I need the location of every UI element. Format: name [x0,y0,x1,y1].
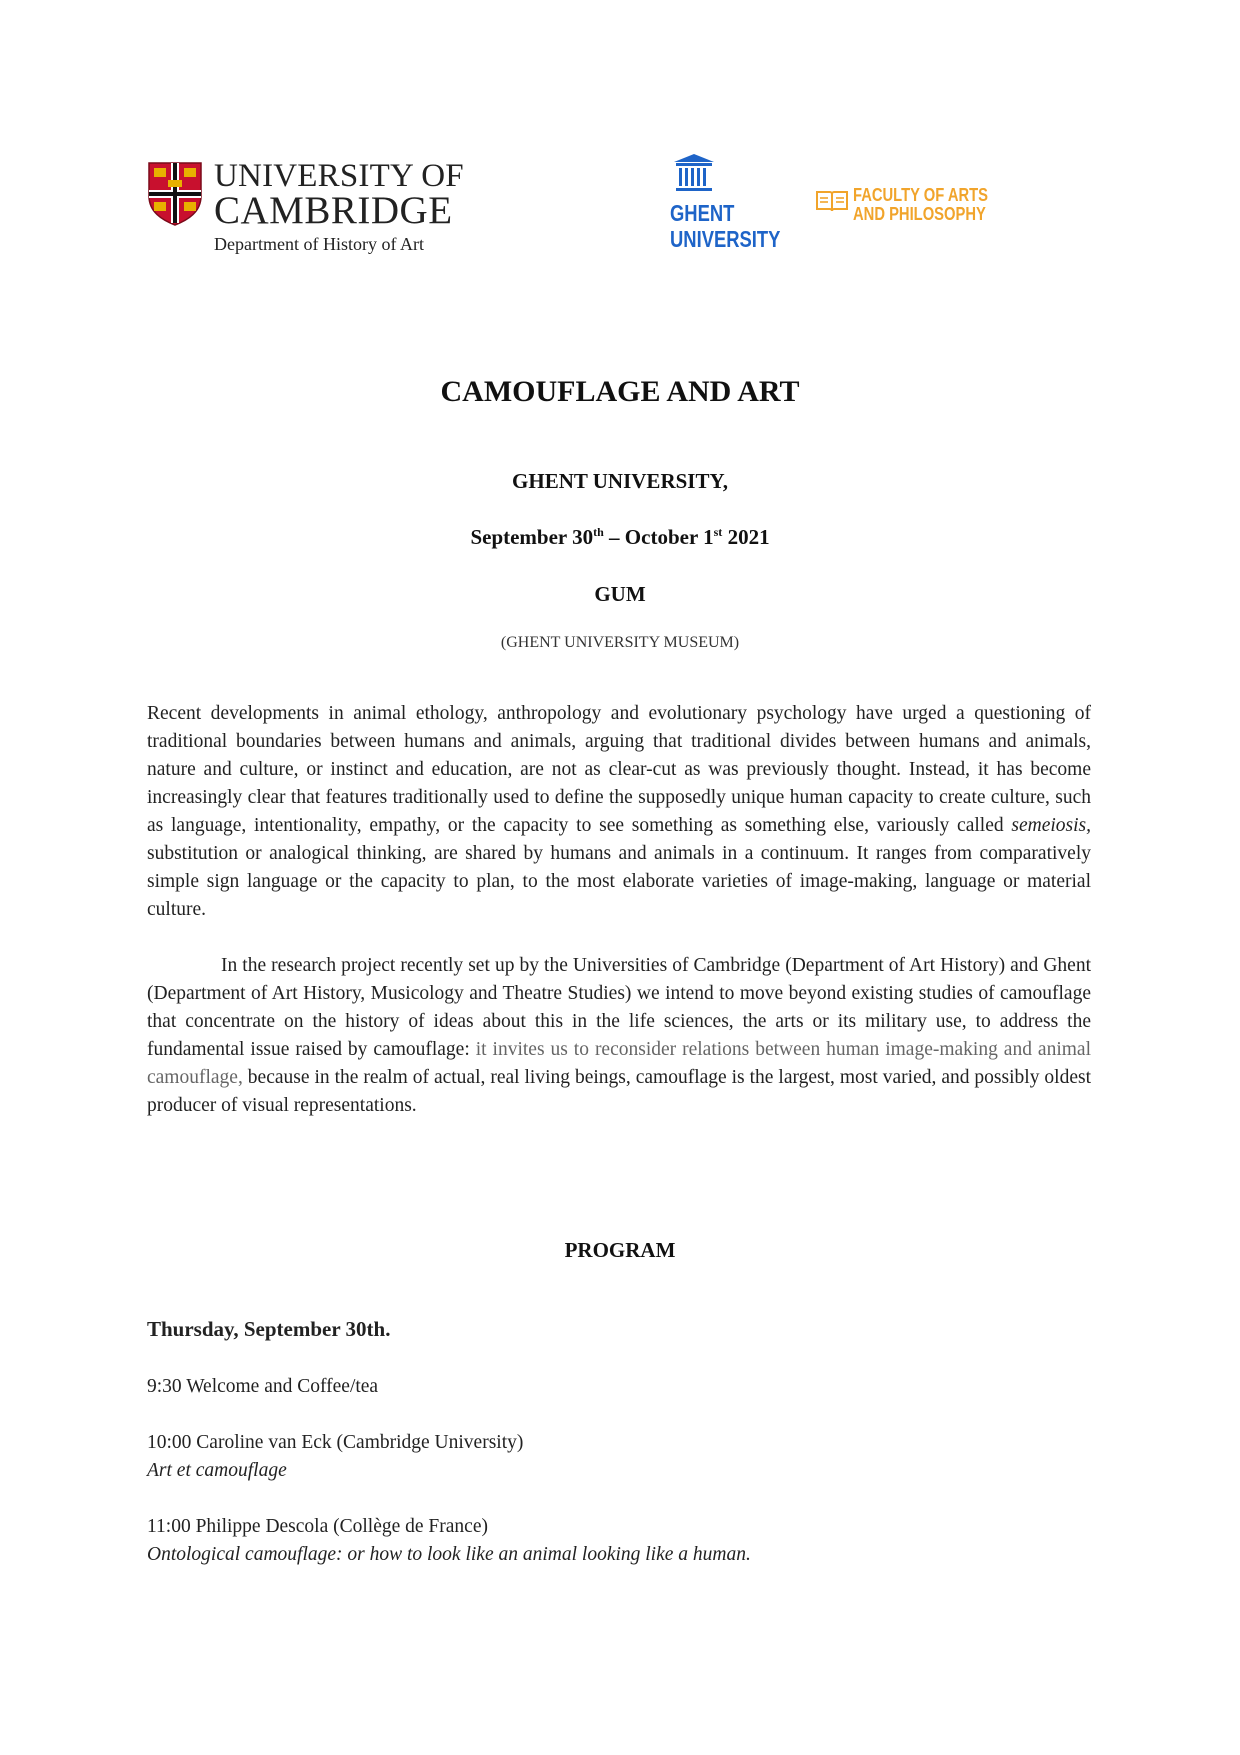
para1-text-a: Recent developments in animal ethology, anthropology and evolutionary psychology have urged a questioning of traditional boundaries between humans and animals, arguing that traditional divides between humans and animals, nature and culture, or instinct and education, are not as clear-cut as was previously thought. Instead, it has become increasingly clear that features traditionally used to define the supposedly unique human capacity to create culture, such as language, intentionality, empathy, or the capacity to see something as something else, variously called [147,703,1091,836]
event-dates [0,524,1240,550]
faculty-name-line1: FACULTY OF ARTS [853,185,989,205]
session-line: 10:00 Caroline van Eck (Cambridge University) [147,1432,524,1453]
session-line: 11:00 Philippe Descola (Collège de France) [147,1516,488,1537]
day-heading: Thursday, September 30th. [147,1317,391,1341]
session-line: 9:30 Welcome and Coffee/tea [147,1376,379,1397]
place-full-name: (GHENT UNIVERSITY MUSEUM) [500,634,740,651]
cambridge-name-line1: UNIVERSITY OF [214,158,464,194]
program-heading: PROGRAM [564,1238,676,1262]
intro-paragraph-2 [147,952,1091,1120]
para1-italic: semeiosis, [1011,815,1091,836]
para2-text-b: because in the realm of actual, real living beings, camouflage is the largest, most varied, and possibly oldest producer of visual representations. [147,1067,1091,1116]
faculty-logo [815,186,995,238]
dates-start: September 30 [470,525,594,549]
ghent-name-line1: GHENT [670,200,735,226]
ghent-university-logo [670,150,790,255]
session-title: Art et camouflage [147,1460,287,1481]
cambridge-department: Department of History of Art [214,234,424,254]
faculty-name-line2: AND PHILOSOPHY [853,204,986,224]
ghent-name-line2: UNIVERSITY [670,226,781,252]
venue-heading: GHENT UNIVERSITY, [512,469,728,493]
cambridge-name-line2: CAMBRIDGE [214,189,453,232]
dates-start-suffix: th [593,525,604,539]
cambridge-logo [148,158,478,258]
para2-faded-text: it invites us to reconsider relations between human image-making and animal camouflage, [147,1039,1091,1088]
intro-paragraph-1 [147,700,1091,924]
para1-text-b: substitution or analogical thinking, are shared by humans and animals in a continuum. It ranges from comparatively simple sign language or the capacity to plan, to the most elaborate varieties of image-making, language or material culture. [147,843,1091,920]
dates-end-suffix: st [713,525,723,539]
document-title: CAMOUFLAGE AND ART [440,375,800,408]
dates-end: – October 1 [603,525,714,549]
dates-year: 2021 [722,525,770,549]
open-book-icon [815,189,849,213]
session-title: Ontological camouflage: or how to look like an animal looking like a human. [147,1544,751,1565]
place-heading: GUM [594,582,646,606]
cambridge-shield-icon [148,162,202,226]
ghent-building-icon [672,152,716,194]
para2-text-a: In the research project recently set up by the Universities of Cambridge (Department of Art History) and Ghent (Department of Art History, Musicology and Theatre Studies) we intend to move beyond existing studies of camouflage that concentrate on the history of ideas about this in the life sciences, the arts or its military use, to address the fundamental issue raised by camouflage: [147,955,1091,1060]
